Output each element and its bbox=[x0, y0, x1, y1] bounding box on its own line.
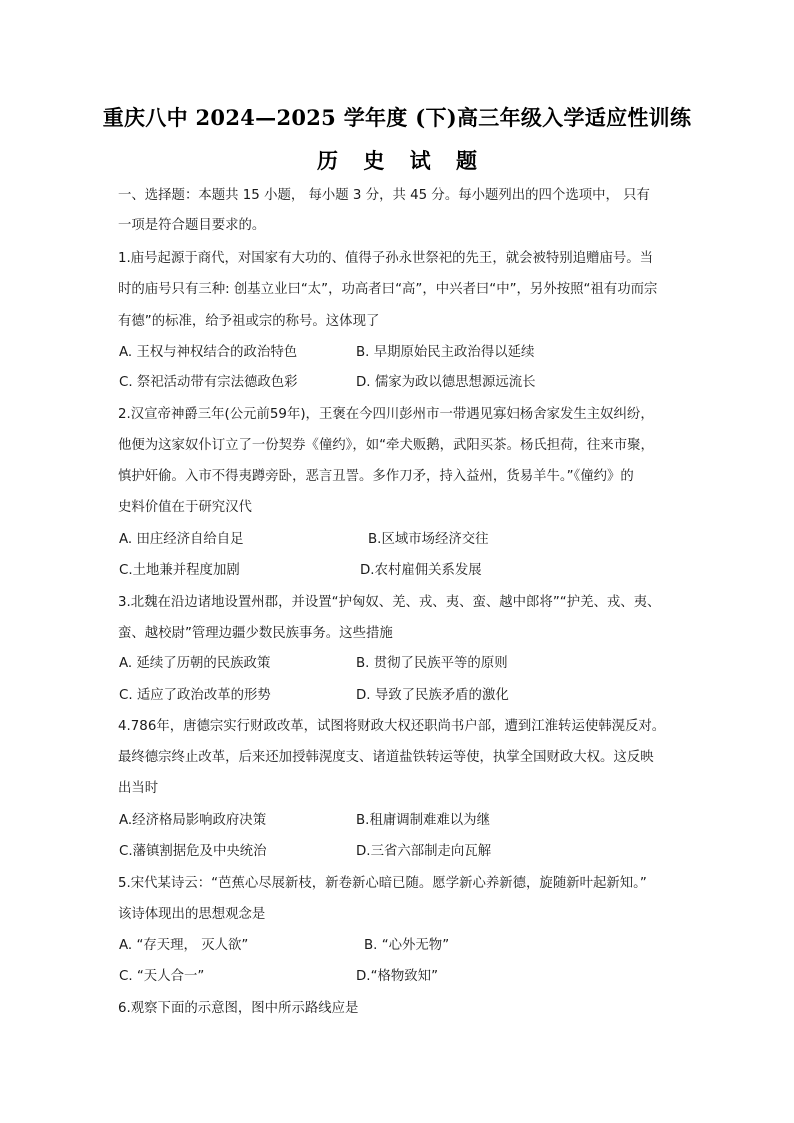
option-b: B.区域市场经济交往 bbox=[368, 532, 489, 547]
exam-subtitle: 历 史 试 题 bbox=[317, 148, 486, 173]
option-d: D.三省六部制走向瓦解 bbox=[356, 844, 492, 859]
question-text-line: 最终德宗终止改革，后来还加授韩滉度支、诸道盐铁转运等使，执掌全国财政大权。这反映 bbox=[118, 750, 654, 765]
option-c: C.藩镇割据危及中央统治 bbox=[119, 844, 267, 859]
option-a: A. 延续了历朝的民族政策 bbox=[119, 656, 271, 671]
option-a: A. 王权与神权结合的政治特色 bbox=[119, 345, 298, 360]
question-text-line: 5.宋代某诗云：“芭蕉心尽展新枝，新卷新心暗已随。愿学新心养新德，旋随新叶起新知。” bbox=[118, 876, 647, 891]
question-text-line: 他便为这家奴仆订立了一份契券《僮约》，如“牵犬贩鹅，武阳买茶。杨氏担荷，往来市聚， bbox=[118, 438, 654, 453]
option-c: C. 祭祀活动带有宗法德政色彩 bbox=[119, 375, 298, 390]
option-d: D. 儒家为政以德思想源远流长 bbox=[356, 375, 536, 390]
option-d: D.农村雇佣关系发展 bbox=[360, 563, 482, 578]
option-c: C. “天人合一” bbox=[119, 969, 205, 984]
question-text-line: 时的庙号只有三种: 创基立业曰“太”，功高者曰“高”，中兴者曰“中”，另外按照“祖有功而宗 bbox=[118, 282, 658, 297]
question-text-line: 3.北魏在沿边诸地设置州郡，并设置“护匈奴、羌、戎、夷、蛮、越中郎将”“护羌、戎、夷、 bbox=[118, 595, 661, 610]
question-text-line: 4.786年，唐德宗实行财政改革，试图将财政大权还职尚书户部，遭到江淮转运使韩滉反对。 bbox=[118, 719, 666, 734]
section-line: 一项是符合题目要求的。 bbox=[118, 218, 266, 233]
question-text-line: 6.观察下面的示意图，图中所示路线应是 bbox=[118, 1001, 359, 1016]
option-c: C. 适应了政治改革的形势 bbox=[119, 688, 271, 703]
question-text-line: 有德”的标准，给予祖或宗的称号。这体现了 bbox=[118, 314, 380, 329]
option-b: B. 早期原始民主政治得以延续 bbox=[356, 345, 535, 360]
exam-title: 重庆八中 2024—2025 学年度 (下)高三年级入学适应性训练 bbox=[102, 105, 692, 130]
option-d: D. 导致了民族矛盾的激化 bbox=[356, 688, 509, 703]
question-text-line: 该诗体现出的思想观念是 bbox=[118, 907, 266, 922]
question-text-line: 史料价值在于研究汉代 bbox=[118, 500, 252, 515]
option-b: B. “心外无物” bbox=[364, 938, 450, 953]
question-text-line: 1.庙号起源于商代，对国家有大功的、值得子孙永世祭祀的先王，就会被特别追赠庙号。当 bbox=[118, 251, 654, 266]
option-a: A. 田庄经济自给自足 bbox=[119, 532, 244, 547]
option-b: B.租庸调制难难以为继 bbox=[356, 813, 490, 828]
question-text-line: 慎护奸偷。入市不得夷蹲旁卧，恶言丑詈。多作刀矛，持入益州，货易羊牛。”《僮约》的 bbox=[118, 469, 634, 484]
option-a: A.经济格局影响政府决策 bbox=[119, 813, 267, 828]
option-b: B. 贯彻了民族平等的原则 bbox=[356, 656, 508, 671]
option-c: C.土地兼并程度加剧 bbox=[119, 563, 240, 578]
question-text-line: 2.汉宣帝神爵三年(公元前59年)，王褒在今四川彭州市一带遇见寡妇杨舍家发生主奴纠纷， bbox=[118, 407, 654, 422]
question-text-line: 蛮、越校尉”管理边疆少数民族事务。这些措施 bbox=[118, 626, 393, 641]
option-a: A. “存天理， 灭人欲” bbox=[119, 938, 249, 953]
section-line: 一、选择题：本题共 15 小题， 每小题 3 分，共 45 分。每小题列出的四个选项中， 只有 bbox=[118, 188, 650, 203]
question-text-line: 出当时 bbox=[118, 781, 159, 796]
option-d: D.“格物致知” bbox=[356, 969, 439, 984]
